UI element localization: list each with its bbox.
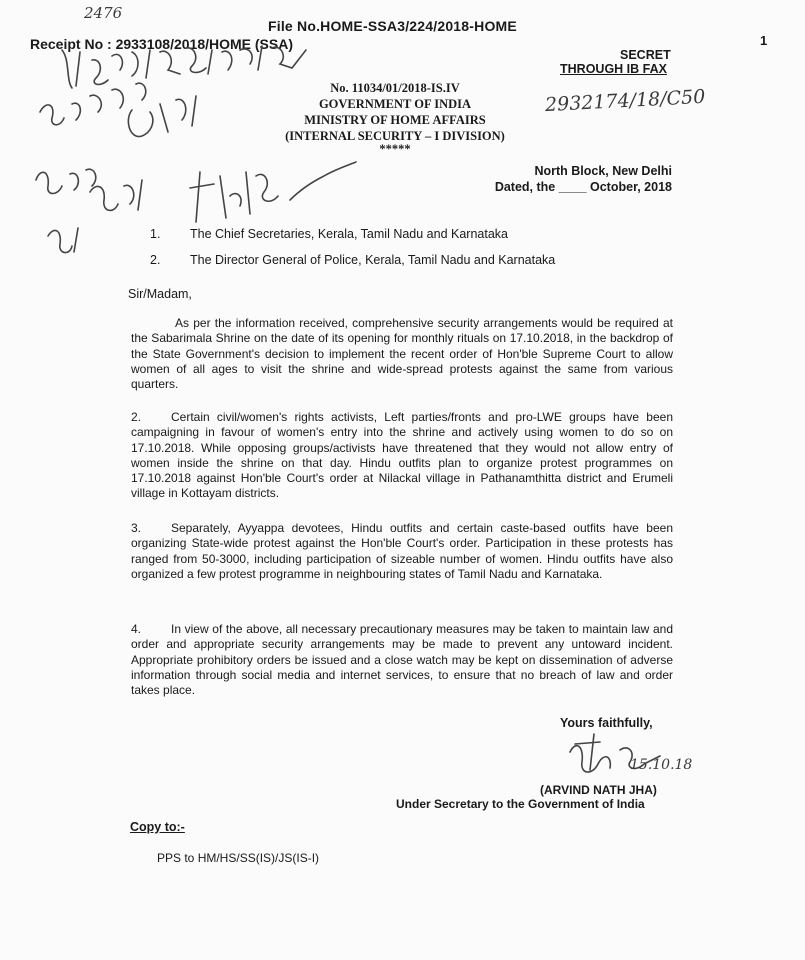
ministry-name: MINISTRY OF HOME AFFAIRS <box>304 113 486 127</box>
paragraph-text: Separately, Ayyappa devotees, Hindu outfits and certain caste-based outfits have been organizing State-wide protest against the Hon'ble Court's order. Participation in these protests has ranged from 50-3000, including participation of sizeable number of women. Hindu outfits have also organized a few protest programme in neighbouring states of Tamil Nadu and Karnataka. <box>131 521 673 581</box>
copy-to-item: PPS to HM/HS/SS(IS)/JS(IS-I) <box>157 851 320 865</box>
paragraph-2 <box>131 410 673 502</box>
place: North Block, New Delhi <box>534 164 672 178</box>
reference-number: No. 11034/01/2018-IS.IV <box>330 81 460 95</box>
paragraph-number: 2. <box>131 410 142 424</box>
addressee-1 <box>150 226 670 242</box>
paragraph-3 <box>131 521 673 582</box>
paragraph-number: 4. <box>131 622 142 636</box>
classification-label: SECRET <box>620 48 671 62</box>
addressee-2 <box>150 252 670 268</box>
copy-to-label: Copy to:- <box>130 820 185 834</box>
closing: Yours faithfully, <box>560 716 653 730</box>
addressee-text: The Director General of Police, Kerala, Tamil Nadu and Karnataka <box>190 253 556 267</box>
addressee-number: 2. <box>150 253 161 267</box>
paragraph-number: 3. <box>131 521 142 535</box>
division-name: (INTERNAL SECURITY – I DIVISION) <box>285 129 505 143</box>
file-number: File No.HOME-SSA3/224/2018-HOME <box>268 18 517 34</box>
page-number: 1 <box>760 33 768 48</box>
header-separator: ***** <box>379 142 411 156</box>
transmission-label: THROUGH IB FAX <box>560 62 667 76</box>
handwritten-top-number: 2476 <box>84 4 123 22</box>
paragraph-4 <box>131 622 673 698</box>
paragraph-text: Certain civil/women's rights activists, Left parties/fronts and pro-LWE groups have been campaigning in favour of women's entry into the shrine and actively using women to do so on 17.10.2018. While opposing groups/activists have threatened that they would not allow entry of women inside the shrine on that day. Hindu outfits plan to organize protest programmes on 17.10.2018 against Hon'ble Court's order at Nilackal village in Pathanamthitta district and Erumeli village in Kottayam districts. <box>131 410 673 501</box>
handwritten-signature-date: 15.10.18 <box>630 757 693 773</box>
signer-name: (ARVIND NATH JHA) <box>540 783 657 797</box>
addressee-number: 1. <box>150 227 161 241</box>
paragraph-1 <box>131 316 673 392</box>
receipt-number: Receipt No : 2933108/2018/HOME (SSA) <box>30 36 293 52</box>
government-name: GOVERNMENT OF INDIA <box>318 97 472 111</box>
signer-title: Under Secretary to the Government of India <box>396 797 645 811</box>
paragraph-text: In view of the above, all necessary precautionary measures may be taken to maintain law and order and appropriate security arrangements may be made to prevent any untoward incident. Appropriate prohibitory orders be issued and a close watch may be kept on dissemination of adverse information through social media and internet services, to ensure that no breach of law and order takes place. <box>131 622 673 698</box>
date-line: Dated, the ____ October, 2018 <box>494 180 672 194</box>
salutation: Sir/Madam, <box>128 287 192 301</box>
handwritten-fax-number: 2932174/18/C50 <box>544 85 706 117</box>
addressee-text: The Chief Secretaries, Kerala, Tamil Nadu and Karnataka <box>190 227 508 241</box>
paragraph-text: As per the information received, comprehensive security arrangements would be required at the Sabarimala Shrine on the date of its opening for monthly rituals on 17.10.2018, in the backdrop of the State Government's decision to implement the recent order of Hon'ble Supreme Court to allow women of all ages to visit the shrine and wide-spread protests against the same from various quarters. <box>131 316 673 392</box>
